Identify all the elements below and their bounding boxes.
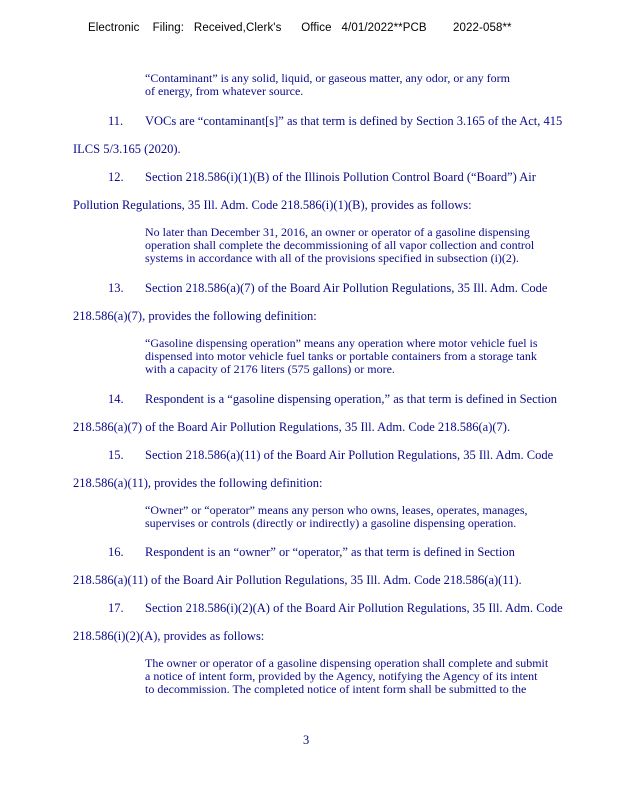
paragraph-17-line-2: 218.586(i)(2)(A), provides as follows: <box>73 629 265 643</box>
paragraph-number-12: 12. <box>108 170 124 184</box>
quote-decommissioning-requirement <box>145 226 605 266</box>
quote-line: “Contaminant” is any solid, liquid, or gaseous matter, any odor, or any form <box>145 71 510 85</box>
paragraph-number-11: 11. <box>108 114 124 128</box>
quote-notice-of-intent <box>145 657 605 697</box>
paragraph-16-line-1: Respondent is an “owner” or “operator,” as that term is defined in Section <box>145 545 515 559</box>
quote-line: dispensed into motor vehicle fuel tanks or portable containers from a storage tank <box>145 349 537 364</box>
paragraph-number-13: 13. <box>108 281 124 295</box>
paragraph-number-17: 17. <box>108 601 124 615</box>
quote-line: No later than December 31, 2016, an owner or operator of a gasoline dispensing <box>145 225 530 239</box>
quote-line: a notice of intent form, provided by the Agency, notifying the Agency of its intent <box>145 669 538 684</box>
paragraph-11-line-2: ILCS 5/3.165 (2020). <box>73 142 181 156</box>
quote-line: “Gasoline dispensing operation” means any operation where motor vehicle fuel is <box>145 336 538 350</box>
quote-line: systems in accordance with all of the provisions specified in subsection (i)(2). <box>145 251 519 266</box>
quote-line: The owner or operator of a gasoline dispensing operation shall complete and submit <box>145 656 549 670</box>
electronic-filing-header: Electronic Filing: Received,Clerk's Office 4/01/2022**PCB 2022-058** <box>88 22 512 34</box>
paragraph-number-16: 16. <box>108 545 124 559</box>
paragraph-15-line-2: 218.586(a)(11), provides the following definition: <box>73 476 323 490</box>
paragraph-14-line-2: 218.586(a)(7) of the Board Air Pollution Regulations, 35 Ill. Adm. Code 218.586(a)(7). <box>73 420 511 434</box>
paragraph-number-14: 14. <box>108 392 124 406</box>
paragraph-12-line-1: Section 218.586(i)(1)(B) of the Illinois Pollution Control Board (“Board”) Air <box>145 170 536 184</box>
quote-line: supervises or controls (directly or indirectly) a gasoline dispensing operation. <box>145 516 517 531</box>
paragraph-16-line-2: 218.586(a)(11) of the Board Air Pollution Regulations, 35 Ill. Adm. Code 218.586(a)(11). <box>73 573 522 587</box>
paragraph-12-line-2: Pollution Regulations, 35 Ill. Adm. Code 218.586(i)(1)(B), provides as follows: <box>73 198 472 212</box>
quote-line: of energy, from whatever source. <box>145 84 304 99</box>
quote-line: operation shall complete the decommissioning of all vapor collection and control <box>145 238 535 253</box>
paragraph-13-line-2: 218.586(a)(7), provides the following definition: <box>73 309 317 323</box>
paragraph-13-line-1: Section 218.586(a)(7) of the Board Air Pollution Regulations, 35 Ill. Adm. Code <box>145 281 548 295</box>
quote-line: with a capacity of 2176 liters (575 gallons) or more. <box>145 362 395 377</box>
paragraph-11-line-1: VOCs are “contaminant[s]” as that term is defined by Section 3.165 of the Act, 415 <box>145 114 563 128</box>
quote-line: to decommission. The completed notice of intent form shall be submitted to the <box>145 682 527 697</box>
page-number: 3 <box>303 733 310 747</box>
quote-owner-operator-definition <box>145 504 605 530</box>
quote-contaminant-definition <box>145 72 605 98</box>
quote-gasoline-dispensing-definition <box>145 337 605 377</box>
paragraph-15-line-1: Section 218.586(a)(11) of the Board Air Pollution Regulations, 35 Ill. Adm. Code <box>145 448 554 462</box>
paragraph-14-line-1: Respondent is a “gasoline dispensing operation,” as that term is defined in Section <box>145 392 558 406</box>
quote-line: “Owner” or “operator” means any person who owns, leases, operates, manages, <box>145 503 528 517</box>
paragraph-17-line-1: Section 218.586(i)(2)(A) of the Board Air Pollution Regulations, 35 Ill. Adm. Code <box>145 601 563 615</box>
paragraph-number-15: 15. <box>108 448 124 462</box>
